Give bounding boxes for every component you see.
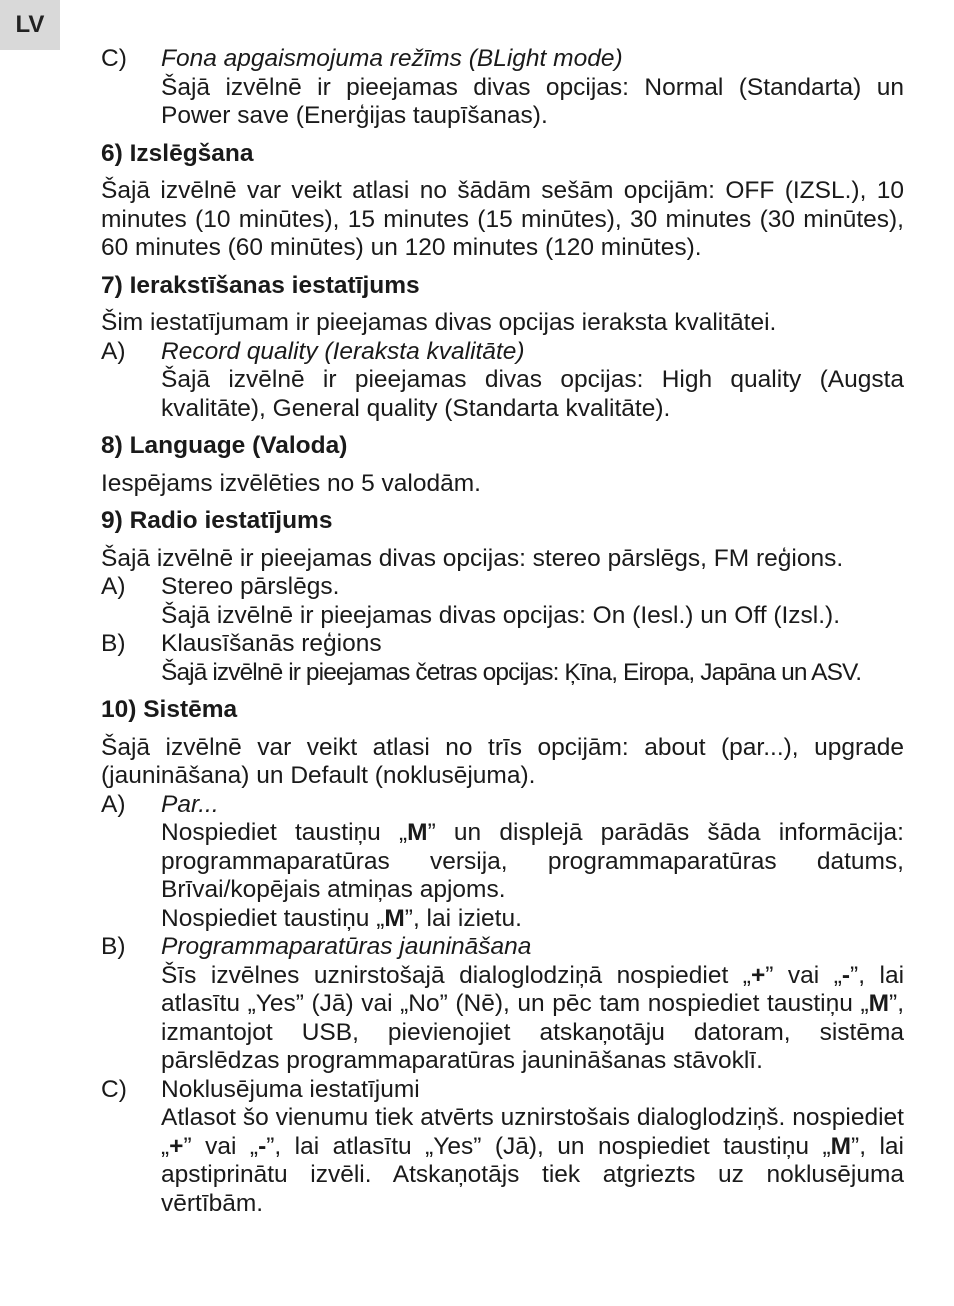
item-label: A) bbox=[101, 337, 126, 365]
item-text: Šajā izvēlnē ir pieejamas divas opcijas: On (Iesl.) un Off (Izsl.). bbox=[161, 601, 841, 629]
item-text: Šajā izvēlnē ir pieejamas divas opcijas: High quality (Augsta kvalitāte), General quality (Standarta kvalitāte). bbox=[161, 366, 904, 422]
item-label: A) bbox=[101, 790, 126, 818]
item-title: Programmaparatūras jaunināšana bbox=[161, 933, 532, 960]
option-c-blight bbox=[101, 45, 904, 131]
section-heading-10: 10) Sistēma bbox=[101, 696, 238, 723]
key-plus: + bbox=[750, 961, 766, 989]
item-text: Nospiediet taustiņu „M” un displejā parādās šāda informācija: programmaparatūras versija, programmaparatūras datums, Brīvai/kopējais atmiņas apjoms. bbox=[161, 819, 904, 903]
section-text-7: Šim iestatījumam ir pieejamas divas opcijas ieraksta kvalitātei. bbox=[101, 309, 777, 336]
section-heading-7: 7) Ierakstīšanas iestatījums bbox=[101, 271, 420, 299]
section-text-8: Iespējams izvēlēties no 5 valodām. bbox=[101, 469, 481, 497]
item-label: A) bbox=[101, 573, 126, 600]
item-text: Šajā izvēlnē ir pieejamas četras opcijas: Ķīna, Eiropa, Japāna un ASV. bbox=[161, 658, 862, 686]
item-text: Atlasot šo vienumu tiek atvērts uznirstošais dialoglodziņš. nospiediet „+” vai „-”, lai atlasītu „Yes” (Jā), un nospiediet taustiņu „M”, lai apstiprinātu izvēli. Atskaņotājs tiek atgriezts uz noklusējuma vērtībām. bbox=[161, 1104, 904, 1217]
item-label: B) bbox=[101, 933, 126, 960]
option-10b bbox=[101, 933, 904, 1076]
option-9b bbox=[101, 630, 904, 687]
key-m: M bbox=[868, 990, 890, 1017]
item-title: Noklusējuma iestatījumi bbox=[161, 1075, 420, 1103]
section-text-10: Šajā izvēlnē var veikt atlasi no trīs opcijām: about (par...), upgrade (jaunināšana) un Default (noklusējuma). bbox=[101, 733, 904, 789]
option-9a bbox=[101, 573, 904, 630]
key-minus: - bbox=[841, 961, 851, 989]
key-minus: - bbox=[258, 1132, 267, 1160]
section-text-9: Šajā izvēlnē ir pieejamas divas opcijas: stereo pārslēgs, FM reģions. bbox=[101, 544, 844, 572]
key-m: M bbox=[830, 1132, 852, 1160]
item-label: B) bbox=[101, 630, 126, 657]
section-heading-6: 6) Izslēgšana bbox=[101, 139, 254, 167]
item-title: Record quality (Ieraksta kvalitāte) bbox=[161, 337, 525, 365]
item-label: C) bbox=[101, 45, 127, 72]
item-text-exit: Nospiediet taustiņu „M”, lai izietu. bbox=[161, 904, 522, 932]
section-heading-8: 8) Language (Valoda) bbox=[101, 432, 348, 459]
item-title: Par... bbox=[161, 790, 219, 818]
option-7a bbox=[101, 338, 904, 424]
key-plus: + bbox=[169, 1132, 184, 1160]
section-heading-9: 9) Radio iestatījums bbox=[101, 507, 333, 534]
item-text: Šajā izvēlnē ir pieejamas divas opcijas: Normal (Standarta) un Power save (Enerģijas taupīšanas). bbox=[161, 73, 904, 129]
item-title: Fona apgaismojuma režīms (BLight mode) bbox=[161, 45, 623, 72]
item-label: C) bbox=[101, 1075, 127, 1103]
section-text-6: Šajā izvēlnē var veikt atlasi no šādām sešām opcijām: OFF (IZSL.), 10 minutes (10 minūtes), 15 minutes (15 minūtes), 30 minutes (30 minūtes), 60 minutes (60 minūtes) un 120 minutes (120 minūtes). bbox=[101, 177, 904, 261]
option-10a bbox=[101, 791, 904, 934]
option-10c bbox=[101, 1076, 904, 1219]
key-m: M bbox=[407, 819, 428, 846]
key-m: M bbox=[384, 904, 405, 932]
item-text: Šīs izvēlnes uznirstošajā dialoglodziņā nospiediet „+” vai „-”, lai atlasītu „Yes” (Jā) vai „No” (Nē), un pēc tam nospiediet taustiņu „M”, izmantojot USB, pievienojiet atskaņotāju datoram, sistēma pārslēdzas programmaparatūras jaunināšanas stāvoklī. bbox=[161, 961, 905, 1074]
item-title: Stereo pārslēgs. bbox=[161, 573, 340, 600]
language-tab: LV bbox=[0, 0, 60, 50]
item-title: Klausīšanās reģions bbox=[161, 630, 382, 657]
manual-page bbox=[101, 45, 904, 1218]
